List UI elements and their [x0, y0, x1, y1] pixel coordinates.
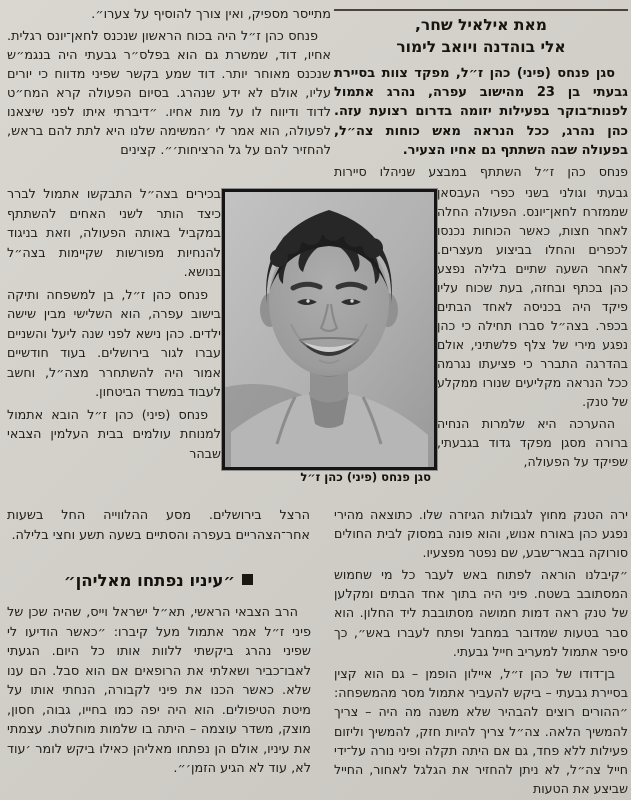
section-heading-eyes-opened	[7, 571, 310, 597]
lead-text: סגן פנחס (פיני) כהן ז״ל, מפקד צוות בסיירת גבעתי בן 23 מהישוב עפרה, נהרג אתמול לפנות־בוקר בפעילות יזומה בדרום רצועת עזה. כהן נהרג, ככל הנראה מאש כוחות צה״ל, בפעולה שבה השתתף גם אחיו הצעיר.	[334, 66, 628, 158]
paragraph-funeral-end: הרצל בירושלים. מסע ההלווייה החל בשעות אחר־הצהריים בעפרה והסתיים בשעה תשע וחצי בלילה.	[7, 508, 310, 543]
lead-paragraph	[334, 64, 628, 161]
right-narrow-column	[437, 183, 628, 505]
left-narrow-column	[7, 184, 221, 504]
paragraph-operation: גבעתי וגולני בשני כפרי העבסאן שממזרח לחאן־יונס. הפעולה החלה לאחר חצות, כאשר הכוחות נכנסו לכפרים והחלו בביצוע מעצרים. לאחר השעה שתיים בלילה נפצע כהן בכתף ובחזה, בעת שכוח עליו פיקד היה בכניסה לאחד הבתים בכפר. בצה״ל סברו תחילה כי כהן נפגע מירי של צלף פלשתיני, אולם בהדרגה התברר כי פציעתו נגרמה ככל הנראה מקליעים שנורו ממקלע של טנק.	[437, 185, 628, 409]
byline-divider-rule	[334, 9, 628, 11]
portrait-photo-drawing	[225, 192, 434, 467]
left-top-text-block	[7, 5, 331, 182]
paragraph-family-message: בן־דודו של כהן ז״ל, איילון הופמן – גם הוא קצין בסיירת גבעתי – ביקש להעביר אתמול מסר מהמשפחה: ״ההורים רוצים להבהיר שלא משנה מה היה – צריך להמשיך הלאה. צה״ל צריך להיות חזק, להמשיך וליזום פעילות ללא פחד, גם אם היתה תקלה ופיני נורה על־ידי חייל צה״ל, לא ניתן להחזיר את הגלגל לאחור, החייל שביצע את הטעות	[334, 666, 628, 797]
paragraph-funeral-start: פנחס (פיני) כהן ז״ל הובא אתמול למנוחת עולמים בבית העלמין הצבאי שבהר	[7, 406, 221, 461]
intro-line-text: פנחס כהן ז״ל השתתף במבצע שניהלו סיירות	[334, 164, 628, 179]
section-heading-text: ״עיניו נפתחו מאליהן״	[63, 571, 236, 590]
photo-caption: סגן פנחס (פיני) כהן ז״ל	[300, 470, 431, 484]
byline-line2: אלי בוהדנה ויואב לימור	[396, 38, 566, 56]
paragraph-officers-inquiry: בכירים בצה״ל התבקשו אתמול לברר כיצד הותר לשני האחים להשתתף במקביל באותה הפעולה, וזאת בניגוד להנחיות מפורשות שקיימות בצה״ל בנושא.	[7, 186, 221, 279]
paragraph-continuation-end: מתייסר מספיק, ואין צורך להוסיף על צערו״.	[91, 7, 331, 22]
byline-line1: מאת אילאיל שחר,	[415, 16, 547, 34]
left-wide-text-block	[7, 506, 310, 564]
paragraph-assessment-end: ירה הטנק מחוץ לגבולות הגיזרה שלו. כתוצאה מהירי נפגע כהן באורח אנוש, והוא פונה במסוק לבית החולים סורוקה בבאר־שבע, שם נפטר מפצעיו.	[334, 507, 628, 560]
paragraph-rabbi-eulogy: הרב הצבאי הראשי, תא״ל ישראל וייס, שהיה שכן של פיני ז״ל אמר אתמול מעל קיברו: ״כאשר הודיעו לי שפיני נהרג ביקשתי ללוות אותו כל היום. הגעתי לאבו־כביר ושאלתי את הרופאים אם הוא סבל. הם ענו שלא. כאשר הכנו את פיני לקבורה, הנחתי אותו על מיטת הטיפולים. הוא היה יפה כמו בחייו, גבוה, חסון, מוצק, משדר עוצמה – היתה בו שלמות מוחלטת. עצמתי את עיניו, אולם הן נפתחו מאליהן כאילו ביקש לומר ׳עוד לא, עוד לא הגיע הזמן׳״.	[7, 605, 311, 776]
soldier-quote-block	[334, 565, 628, 798]
paragraph-brothers: פנחס כהן ז״ל היה בכוח הראשון שנכנס לחאן־יונס רגלית. אחיו, דוד, שמשרת גם הוא בפלס״ר גבעתי היה בנגמ״ש שנכנס מאוחר יותר. דוד שמע בקשר שפיני מדווח כי יורים עליו, אולם לא ידע שנהרג. בסיום הפעולה קרא המח״ט לדוד ודיווח לו על מות אחיו. ״דיברתי איתו לפני שיצאנו לפעולה, הוא אמר לי ׳המשימה שלנו היא לתת להם בראש, להחזיר להם על גל הרציחות׳״. קצינים	[7, 29, 331, 158]
byline	[334, 14, 628, 58]
portrait-photo	[222, 189, 437, 470]
rabbi-eulogy-block	[7, 603, 311, 797]
paragraph-family-background: פנחס כהן ז״ל, בן למשפחה ותיקה בישוב עפרה, הוא השלישי מבין שישה ילדים. כהן נישא לפני שנה ליעל והשניים עברו לגור בירושלים. בעוד חודשיים אמור היה להשתחרר מצה״ל, וחשב לעבוד במשרד הביטחון.	[7, 286, 221, 399]
right-column-intro-line	[334, 162, 628, 182]
paragraph-assessment-start: ההערכה היא שלמרות הנחיה ברורה מסגן מפקד גדוד בגבעתי, שפיקד על הפעולה,	[437, 416, 628, 469]
paragraph-soldier-quote: ״קיבלנו הוראה לפתוח באש לעבר כל מי שחמוש המסתובב בשטח. פיני היה בתוך אחד הבתים ומקלען של טנק ראה דמות חמושה מסתובבת ליד החלון. הוא סבר בטעות שמדובר במחבל ופתח לעברו באש״, כך סיפר אתמול למעריב חייל גבעתי.	[334, 567, 628, 659]
right-wide-text-block	[334, 506, 628, 563]
section-bullet-icon	[242, 574, 253, 585]
